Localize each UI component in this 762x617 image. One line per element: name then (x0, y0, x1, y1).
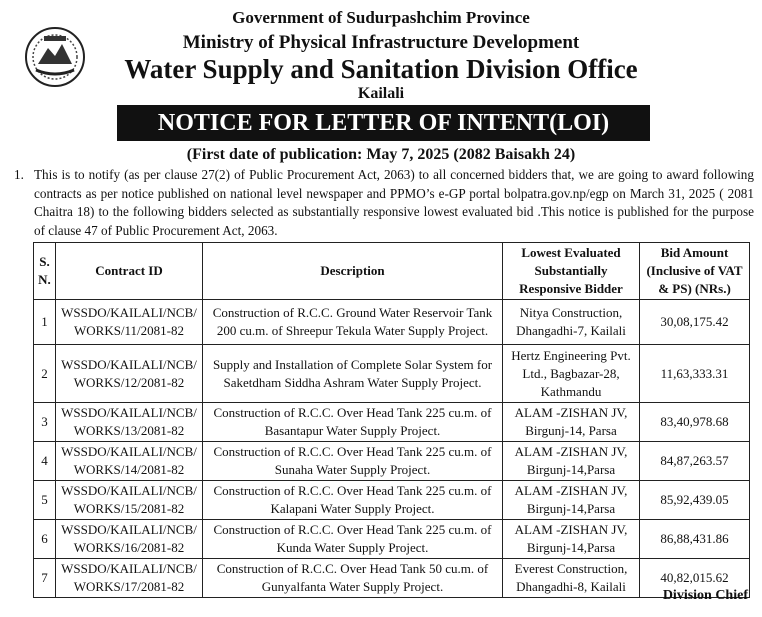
cell-bidder: ALAM -ZISHAN JV, Birgunj-14,Parsa (503, 442, 640, 481)
header-description: Description (203, 243, 503, 300)
table-header-row (34, 243, 750, 300)
cell-amount: 11,63,333.31 (640, 345, 750, 403)
header-contract-id: Contract ID (56, 243, 203, 300)
table-row (34, 520, 750, 559)
cell-sn: 3 (34, 403, 56, 442)
cell-sn: 6 (34, 520, 56, 559)
paragraph-number: 1. (14, 167, 24, 182)
cell-sn: 1 (34, 300, 56, 345)
office-name: Water Supply and Sanitation Division Office (124, 54, 638, 84)
loi-table (33, 242, 750, 598)
publication-date: (First date of publication: May 7, 2025 (2082 Baisakh 24) (186, 146, 576, 163)
table-row (34, 559, 750, 598)
cell-description: Construction of R.C.C. Over Head Tank 225 cu.m. of Kunda Water Supply Project. (203, 520, 503, 559)
cell-description: Supply and Installation of Complete Solar System for Saketdham Siddha Ashram Water Supply Project. (203, 345, 503, 403)
notice-paragraph: This is to notify (as per clause 27(2) of Public Procurement Act, 2063) to all concerned bidders that, we are going to award following contracts as per notice published on national level newspaper and PPMO’s e-GP portal bolpatra.gov.np/egp on March 31, 2025 ( 2081 Chaitra 18) to the following bidders selected as substantially responsive lowest evaluated bid .This notice is published for the purpose of clause 47 of Public Procurement Act, 2063. (34, 167, 754, 238)
government-name: Government of Sudurpashchim Province (232, 8, 530, 27)
cell-description: Construction of R.C.C. Over Head Tank 225 cu.m. of Kalapani Water Supply Project. (203, 481, 503, 520)
cell-description: Construction of R.C.C. Over Head Tank 225 cu.m. of Basantapur Water Supply Project. (203, 403, 503, 442)
notice-title: NOTICE FOR LETTER OF INTENT(LOI) (157, 109, 610, 136)
cell-description: Construction of R.C.C. Over Head Tank 225 cu.m. of Sunaha Water Supply Project. (203, 442, 503, 481)
cell-bidder: ALAM -ZISHAN JV, Birgunj-14,Parsa (503, 481, 640, 520)
table-row (34, 345, 750, 403)
cell-sn: 2 (34, 345, 56, 403)
cell-amount: 83,40,978.68 (640, 403, 750, 442)
header-amount: Bid Amount (Inclusive of VAT & PS) (NRs.) (640, 243, 750, 300)
cell-bidder: Hertz Engineering Pvt. Ltd., Bagbazar-28, Kathmandu (503, 345, 640, 403)
signatory: Division Chief (662, 588, 748, 603)
cell-sn: 4 (34, 442, 56, 481)
cell-bidder: Nitya Construction, Dhangadhi-7, Kailali (503, 300, 640, 345)
table-row (34, 300, 750, 345)
cell-contract-id: WSSDO/KAILALI/NCB/ WORKS/12/2081-82 (56, 345, 203, 403)
cell-amount: 30,08,175.42 (640, 300, 750, 345)
cell-description: Construction of R.C.C. Over Head Tank 50 cu.m. of Gunyalfanta Water Supply Project. (203, 559, 503, 598)
cell-bidder: ALAM -ZISHAN JV, Birgunj-14, Parsa (503, 403, 640, 442)
cell-contract-id: WSSDO/KAILALI/NCB/ WORKS/17/2081-82 (56, 559, 203, 598)
cell-description: Construction of R.C.C. Ground Water Reservoir Tank 200 cu.m. of Shreepur Tekula Water Supply Project. (203, 300, 503, 345)
cell-amount: 40,82,015.62 (640, 559, 750, 598)
cell-sn: 5 (34, 481, 56, 520)
table-row (34, 403, 750, 442)
cell-contract-id: WSSDO/KAILALI/NCB/ WORKS/15/2081-82 (56, 481, 203, 520)
ministry-name: Ministry of Physical Infrastructure Development (182, 32, 580, 53)
cell-contract-id: WSSDO/KAILALI/NCB/ WORKS/13/2081-82 (56, 403, 203, 442)
district-name: Kailali (357, 85, 405, 102)
header-bidder: Lowest Evaluated Substantially Responsive Bidder (503, 243, 640, 300)
table-row (34, 481, 750, 520)
cell-bidder: Everest Construction, Dhangadhi-8, Kailali (503, 559, 640, 598)
cell-contract-id: WSSDO/KAILALI/NCB/ WORKS/16/2081-82 (56, 520, 203, 559)
table-row (34, 442, 750, 481)
cell-bidder: ALAM -ZISHAN JV, Birgunj-14,Parsa (503, 520, 640, 559)
cell-amount: 86,88,431.86 (640, 520, 750, 559)
cell-contract-id: WSSDO/KAILALI/NCB/ WORKS/11/2081-82 (56, 300, 203, 345)
notice-title-banner (117, 105, 650, 141)
cell-sn: 7 (34, 559, 56, 598)
cell-amount: 84,87,263.57 (640, 442, 750, 481)
cell-contract-id: WSSDO/KAILALI/NCB/ WORKS/14/2081-82 (56, 442, 203, 481)
cell-amount: 85,92,439.05 (640, 481, 750, 520)
header-sn: S. N. (34, 243, 56, 300)
